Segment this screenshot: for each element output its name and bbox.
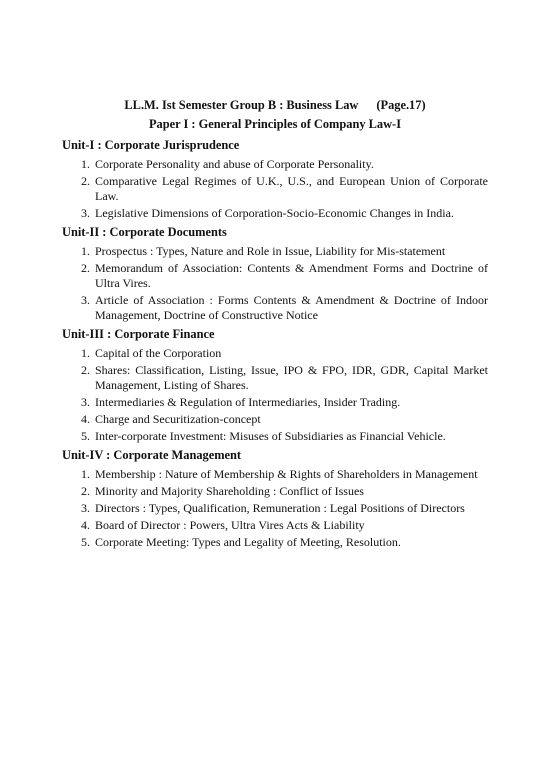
list-item (81, 261, 488, 291)
list-item-text: Corporate Personality and abuse of Corporate Personality. (95, 157, 374, 171)
list-item-text: Comparative Legal Regimes of U.K., U.S., and European Union of Corporate Law. (95, 174, 488, 203)
list-item-text: Shares: Classification, Listing, Issue, IPO & FPO, IDR, GDR, Capital Market Management, Listing of Shares. (95, 363, 488, 392)
unit-title: Unit-I : Corporate Jurisprudence (62, 138, 240, 152)
unit-title: Unit-IV : Corporate Management (62, 448, 242, 462)
list-item (81, 467, 488, 482)
list-item-number: 2. (81, 174, 90, 188)
unit-title: Unit-III : Corporate Finance (62, 327, 215, 341)
list-item-text: Directors : Types, Qualification, Remuneration : Legal Positions of Directors (95, 501, 465, 515)
unit-title: Unit-II : Corporate Documents (62, 225, 227, 239)
list-item (81, 157, 488, 172)
course-title: LL.M. Ist Semester Group B : Business Law (124, 98, 359, 112)
course-title-line (62, 96, 488, 115)
page-reference: (Page.17) (376, 98, 426, 112)
list-item (81, 429, 488, 444)
list-item-text: Membership : Nature of Membership & Rights of Shareholders in Management (95, 467, 478, 481)
document-header (62, 96, 488, 134)
unit-section (62, 446, 488, 550)
list-item-number: 4. (81, 518, 90, 532)
list-item (81, 518, 488, 533)
list-item-text: Charge and Securitization-concept (95, 412, 261, 426)
paper-title: Paper I : General Principles of Company Law-I (148, 117, 402, 131)
list-item-number: 1. (81, 244, 90, 258)
list-item (81, 174, 488, 204)
list-item-text: Article of Association : Forms Contents & Amendment & Doctrine of Indoor Management, Doctrine of Constructive Notice (95, 293, 488, 322)
list-item (81, 501, 488, 516)
unit-section (62, 223, 488, 323)
list-item (81, 535, 488, 550)
list-item (81, 293, 488, 323)
unit-item-list (62, 467, 488, 550)
list-item-text: Corporate Meeting: Types and Legality of Meeting, Resolution. (95, 535, 401, 549)
list-item-text: Capital of the Corporation (95, 346, 222, 360)
list-item-number: 1. (81, 346, 90, 360)
list-item-number: 5. (81, 535, 90, 549)
list-item-text: Prospectus : Types, Nature and Role in Issue, Liability for Mis-statement (95, 244, 446, 258)
list-item-number: 3. (81, 206, 90, 220)
list-item-text: Legislative Dimensions of Corporation-Socio-Economic Changes in India. (95, 206, 454, 220)
list-item (81, 206, 488, 221)
list-item-text: Memorandum of Association: Contents & Amendment Forms and Doctrine of Ultra Vires. (95, 261, 488, 290)
list-item-number: 2. (81, 484, 90, 498)
list-item-text: Board of Director : Powers, Ultra Vires Acts & Liability (95, 518, 365, 532)
list-item-number: 3. (81, 501, 90, 515)
list-item (81, 244, 488, 259)
unit-item-list (62, 244, 488, 323)
list-item-number: 2. (81, 261, 90, 275)
list-item-text: Intermediaries & Regulation of Intermediaries, Insider Trading. (95, 395, 401, 409)
unit-section (62, 325, 488, 444)
list-item (81, 395, 488, 410)
list-item-number: 4. (81, 412, 90, 426)
list-item (81, 363, 488, 393)
unit-item-list (62, 157, 488, 221)
list-item-number: 2. (81, 363, 90, 377)
list-item (81, 484, 488, 499)
units-container (62, 136, 488, 550)
list-item-text: Minority and Majority Shareholding : Conflict of Issues (95, 484, 364, 498)
list-item-text: Inter-corporate Investment: Misuses of Subsidiaries as Financial Vehicle. (95, 429, 446, 443)
list-item-number: 1. (81, 157, 90, 171)
list-item (81, 346, 488, 361)
unit-section (62, 136, 488, 221)
list-item-number: 3. (81, 395, 90, 409)
list-item-number: 1. (81, 467, 90, 481)
list-item (81, 412, 488, 427)
list-item-number: 3. (81, 293, 90, 307)
unit-item-list (62, 346, 488, 444)
list-item-number: 5. (81, 429, 90, 443)
